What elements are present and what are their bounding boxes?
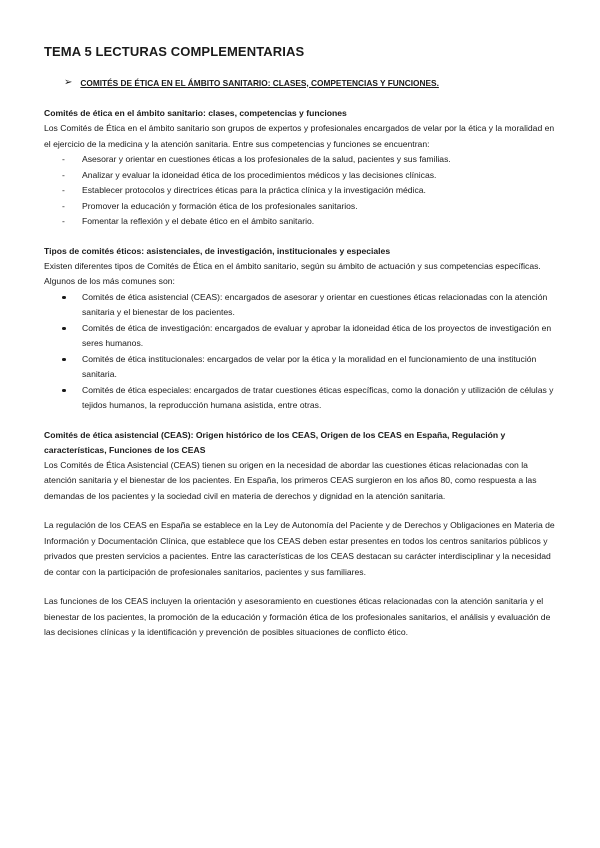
section-committees (44, 106, 560, 230)
list-item: Comités de ética de investigación: encargados de evaluar y aprobar la idoneidad ética de los proyectos de investigación en seres humanos. (44, 321, 560, 352)
dot-icon (62, 358, 66, 362)
competencies-list (44, 152, 560, 230)
section2-heading: Tipos de comités éticos: asistenciales, de investigación, institucionales y especiales (44, 245, 391, 256)
dot-icon (62, 327, 66, 331)
types-list (44, 290, 560, 414)
list-item: Comités de ética asistencial (CEAS): encargados de asesorar y orientar en cuestiones éticas relacionadas con la atención sanitaria y el bienestar de los pacientes. (44, 290, 560, 321)
dash-icon: - (62, 216, 65, 226)
list-item: - Establecer protocolos y directrices éticas para la práctica clínica y la investigación médica. (44, 183, 560, 199)
document-title: TEMA 5 LECTURAS COMPLEMENTARIAS (44, 44, 305, 59)
dash-icon: - (62, 185, 65, 195)
section-ceas (44, 428, 560, 641)
section1-heading: Comités de ética en el ámbito sanitario: clases, competencias y funciones (44, 108, 347, 118)
section2-intro: Existen diferentes tipos de Comités de Ética en el ámbito sanitario, según su ámbito de actuación y sus competencias específicas. Algunos de los más comunes son: (44, 260, 541, 286)
dot-icon (62, 296, 66, 300)
dot-icon (62, 389, 66, 393)
list-item: Comités de ética especiales: encargados de tratar cuestiones éticas específicas, como la donación y utilización de células y tejidos humanos, la reproducción humana asistida, entre otras. (44, 383, 560, 414)
ceas-functions-paragraph: Las funciones de los CEAS incluyen la orientación y asesoramiento en cuestiones éticas relacionadas con la atención sanitaria y el bienestar de los pacientes, la promoción de la educación y formación ética de los profesionales sanitarios, el análisis y evaluación de las decisiones clínicas y la identificación y prevención de posibles situaciones de conflicto ético. (44, 596, 551, 637)
arrow-bullet-icon: ➢ (64, 77, 73, 88)
section-subtitle (64, 77, 560, 88)
section3-heading: Comités de ética asistencial (CEAS): Origen histórico de los CEAS, Origen de los CEAS en España, Regulación y características, Funciones de los CEAS (44, 429, 506, 455)
list-item: - Asesorar y orientar en cuestiones éticas a los profesionales de la salud, pacientes y sus familias. (44, 152, 560, 168)
ceas-regulation-paragraph: La regulación de los CEAS en España se establece en la Ley de Autonomía del Paciente y de Derechos y Obligaciones en Materia de Información y Documentación Clínica, que establece que los CEAS deben estar presentes en todos los centros sanitarios públicos y privados que presten servicios a pacientes. Entre las características de los CEAS destacan su carácter interdisciplinar y la necesidad de contar con la participación de profesionales sanitarios, pacientes y sus familiares. (44, 520, 555, 577)
dash-icon: - (62, 154, 65, 164)
subtitle-text: COMITÉS DE ÉTICA EN EL ÁMBITO SANITARIO: CLASES, COMPETENCIAS Y FUNCIONES. (80, 77, 439, 88)
section-types (44, 244, 560, 414)
list-item: - Fomentar la reflexión y el debate ético en el ámbito sanitario. (44, 214, 560, 230)
list-item: - Promover la educación y formación ética de los profesionales sanitarios. (44, 199, 560, 215)
dash-icon: - (62, 200, 65, 211)
ceas-origin-paragraph: Los Comités de Ética Asistencial (CEAS) tienen su origen en la necesidad de abordar las cuestiones éticas relacionadas con la atención sanitaria y el bienestar de los pacientes. En España, los primeros CEAS surgieron en los años 80, como respuesta a las demandas de los pacientes y la sociedad civil en materia de derechos y dignidad en la atención sanitaria. (44, 459, 537, 501)
list-item: Comités de ética institucionales: encargados de velar por la ética y la moralidad en el funcionamiento de una institución sanitaria. (44, 352, 560, 383)
section1-intro: Los Comités de Ética en el ámbito sanitario son grupos de expertos y profesionales encargados de velar por la ética y la moralidad en el ejercicio de la medicina y la atención sanitaria. Entre sus competencias y funciones se encuentran: (44, 123, 555, 149)
list-item: - Analizar y evaluar la idoneidad ética de los procedimientos médicos y las decisiones clínicas. (44, 168, 560, 184)
dash-icon: - (62, 169, 65, 180)
